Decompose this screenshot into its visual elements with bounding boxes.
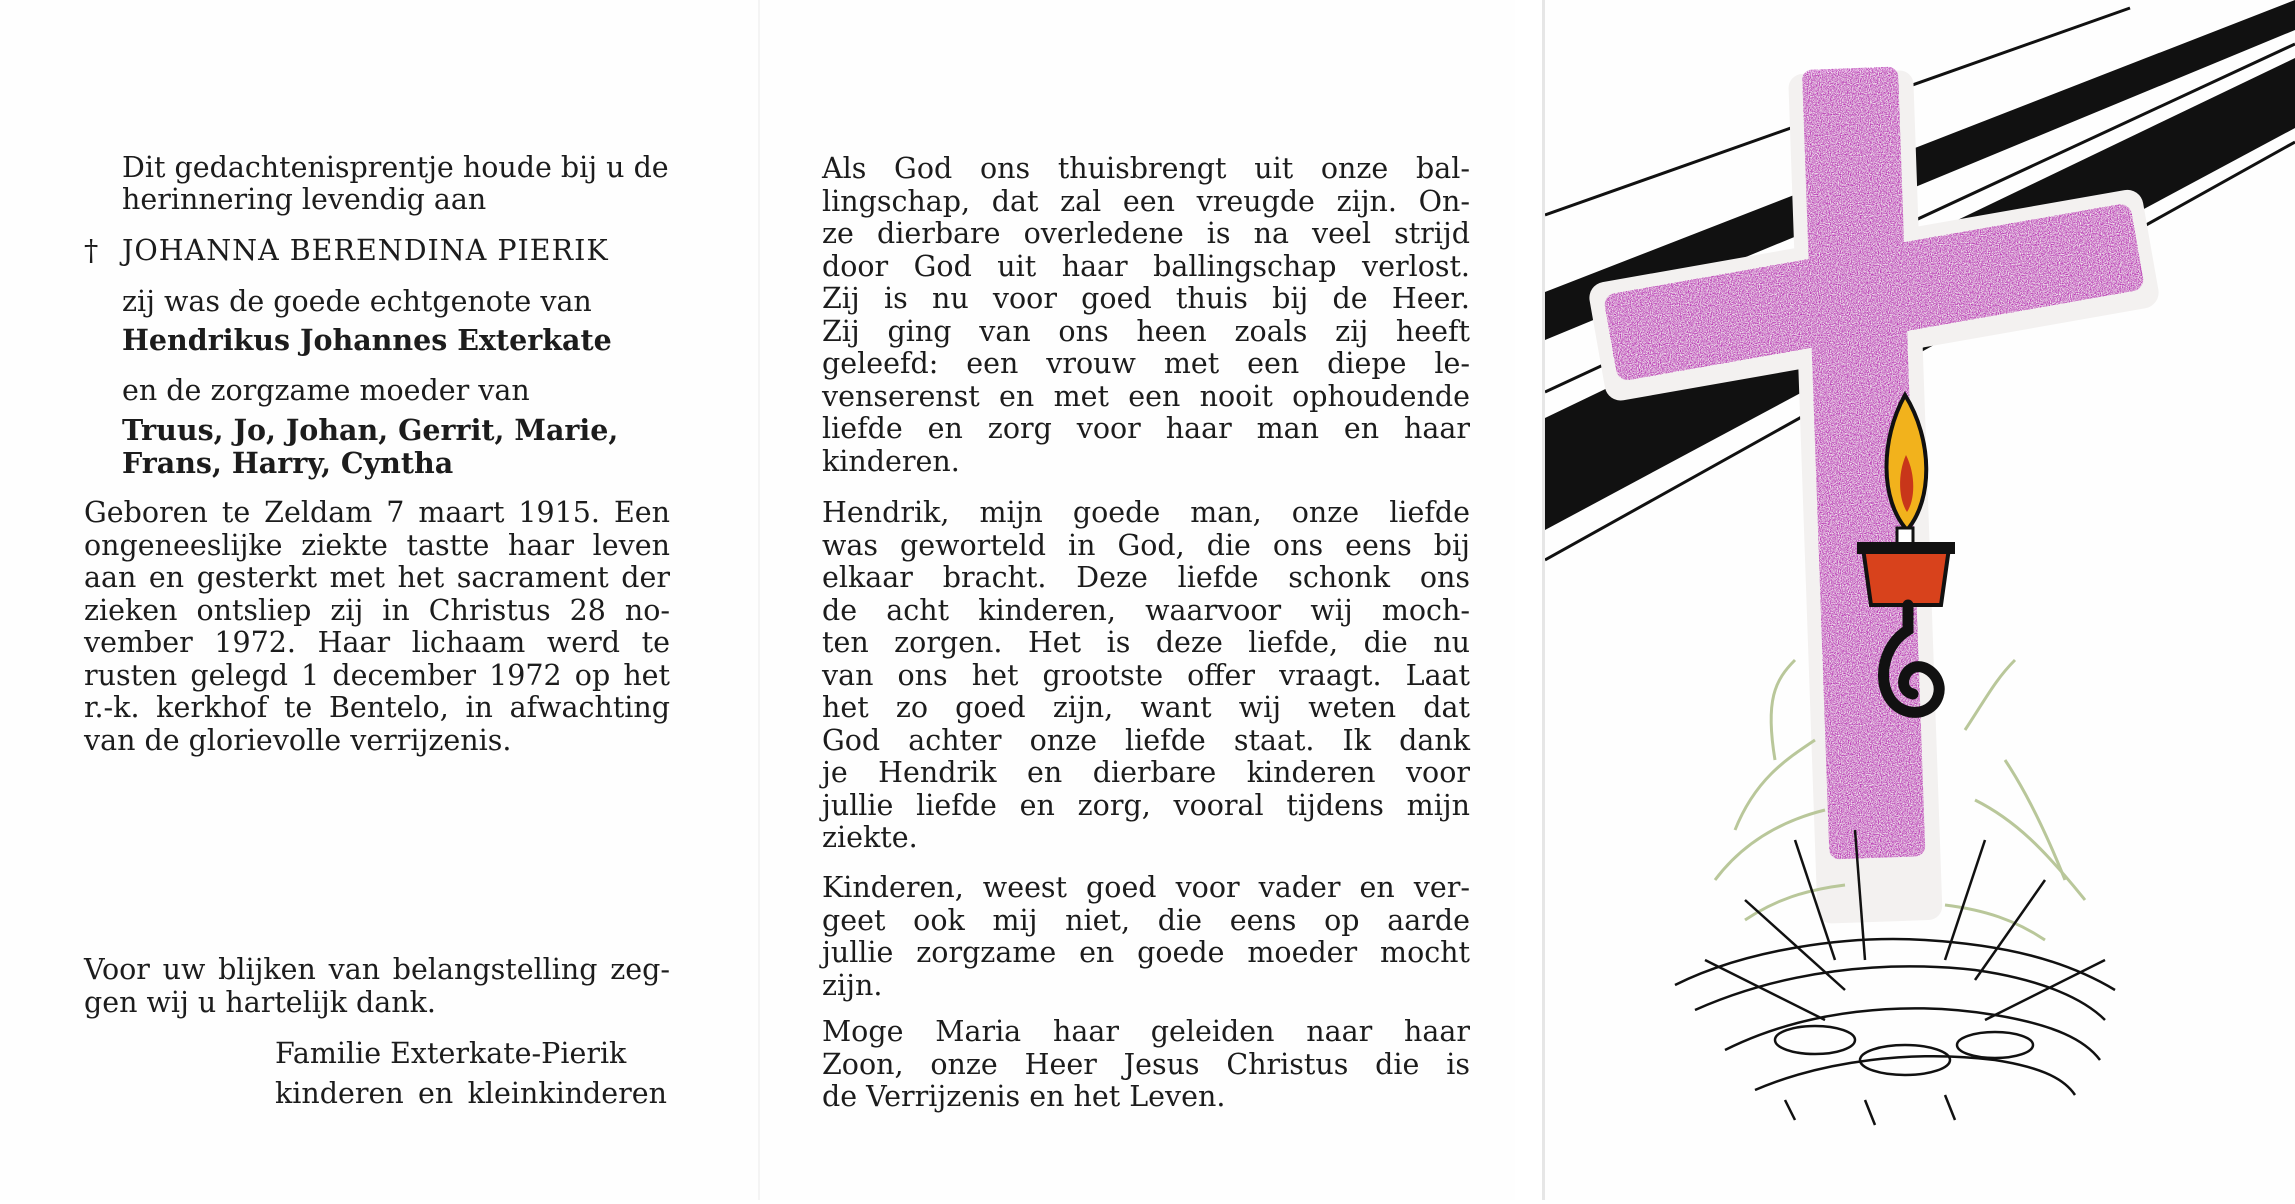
prayer-line: je Hendrik en dierbare kinderen voor — [822, 756, 1470, 789]
bio-line: Geboren te Zeldam 7 maart 1915. Een — [84, 496, 670, 529]
prayer-line: venserenst en met een nooit ophoudende — [822, 379, 1470, 413]
bio-line: aan en gesterkt met het sacrament der — [84, 561, 670, 594]
family-signature: Familie Exterkate-Pierik — [275, 1037, 627, 1070]
cross-illustration — [1545, 0, 2295, 1200]
prayer-line: Kinderen, weest goed voor vader en ver- — [822, 871, 1470, 904]
card-gap — [1515, 0, 1545, 1200]
children-intro: en de zorgzame moeder van — [122, 374, 530, 407]
prayer-line: Hendrik, mijn goede man, onze liefde — [822, 496, 1470, 529]
prayer-line: het zo goed zijn, want wij weten dat — [822, 691, 1470, 724]
intro-line-2: herinnering levendig aan — [122, 183, 487, 216]
children-line-2: Frans, Harry, Cyntha — [122, 446, 454, 480]
bio-line: rusten gelegd 1 december 1972 op het — [84, 658, 670, 692]
bio-line: r.-k. kerkhof te Bentelo, in afwachting — [84, 691, 670, 724]
prayer-line: elkaar bracht. Deze liefde schonk ons — [822, 561, 1470, 594]
bio-line: van de glorievolle verrijzenis. — [84, 723, 512, 757]
deceased-name: JOHANNA BERENDINA PIERIK — [122, 234, 609, 267]
prayer-paragraph-3 — [822, 872, 1470, 1002]
prayer-line: Als God ons thuisbrengt uit onze bal- — [822, 152, 1470, 185]
prayer-line: ziekte. — [822, 821, 918, 854]
prayer-line: jullie zorgzame en goede moeder mocht — [822, 936, 1470, 969]
middle-panel — [760, 0, 1515, 1200]
prayer-paragraph-4 — [822, 1016, 1470, 1114]
thanks-line-1: Voor uw blijken van belangstelling zeg- — [84, 953, 670, 986]
prayer-line: ze dierbare overledene is na veel strijd — [822, 217, 1470, 250]
prayer-line: geet ook mij niet, die eens op aarde — [822, 903, 1470, 937]
prayer-line: Zoon, onze Heer Jesus Christus die is — [822, 1047, 1470, 1081]
bio-line: zieken ontsliep zij in Christus 28 no- — [84, 593, 670, 627]
intro-line-1: Dit gedachtenisprentje houde bij u de — [122, 151, 669, 184]
prayer-paragraph-1 — [822, 153, 1470, 478]
prayer-line: Zij is nu voor goed thuis bij de Heer. — [822, 282, 1470, 315]
prayer-line: Moge Maria haar geleiden naar haar — [822, 1015, 1470, 1048]
prayer-line: door God uit haar ballingschap verlost. — [822, 249, 1470, 283]
bio-line: vember 1972. Haar lichaam werd te — [84, 626, 670, 659]
cross-mark-icon: † — [84, 234, 99, 267]
prayer-line: zijn. — [822, 968, 883, 1002]
prayer-line: jullie liefde en zorg, vooral tijdens mijn — [822, 788, 1470, 822]
prayer-line: lingschap, dat zal een vreugde zijn. On- — [822, 184, 1470, 218]
left-panel — [0, 0, 760, 1200]
grandchildren-signature: kinderen en kleinkinderen — [275, 1077, 667, 1110]
prayer-line: geleefd: een vrouw met een diepe le- — [822, 347, 1470, 380]
prayer-line: de Verrijzenis en het Leven. — [822, 1080, 1226, 1113]
prayer-line: Zij ging van ons heen zoals zij heeft — [822, 314, 1470, 348]
prayer-line: de acht kinderen, waarvoor wij moch- — [822, 593, 1470, 627]
prayer-paragraph-2 — [822, 497, 1470, 855]
prayer-line: van ons het grootste offer vraagt. Laat — [822, 658, 1470, 692]
prayer-line: God achter onze liefde staat. Ik dank — [822, 723, 1470, 757]
thanks-line-2: gen wij u hartelijk dank. — [84, 986, 436, 1019]
illustration-panel — [1545, 0, 2295, 1200]
biography — [84, 497, 670, 757]
children-line-1: Truus, Jo, Johan, Gerrit, Marie, — [122, 413, 619, 447]
bio-line: ongeneeslijke ziekte tastte haar leven — [84, 528, 670, 562]
prayer-line: ten zorgen. Het is deze liefde, die nu — [822, 626, 1470, 659]
spouse-intro: zij was de goede echtgenote van — [122, 285, 592, 318]
prayer-line: kinderen. — [822, 444, 960, 478]
prayer-line: liefde en zorg voor haar man en haar — [822, 412, 1470, 445]
prayer-line: was geworteld in God, die ons eens bij — [822, 528, 1470, 562]
spouse-name: Hendrikus Johannes Exterkate — [122, 323, 612, 357]
